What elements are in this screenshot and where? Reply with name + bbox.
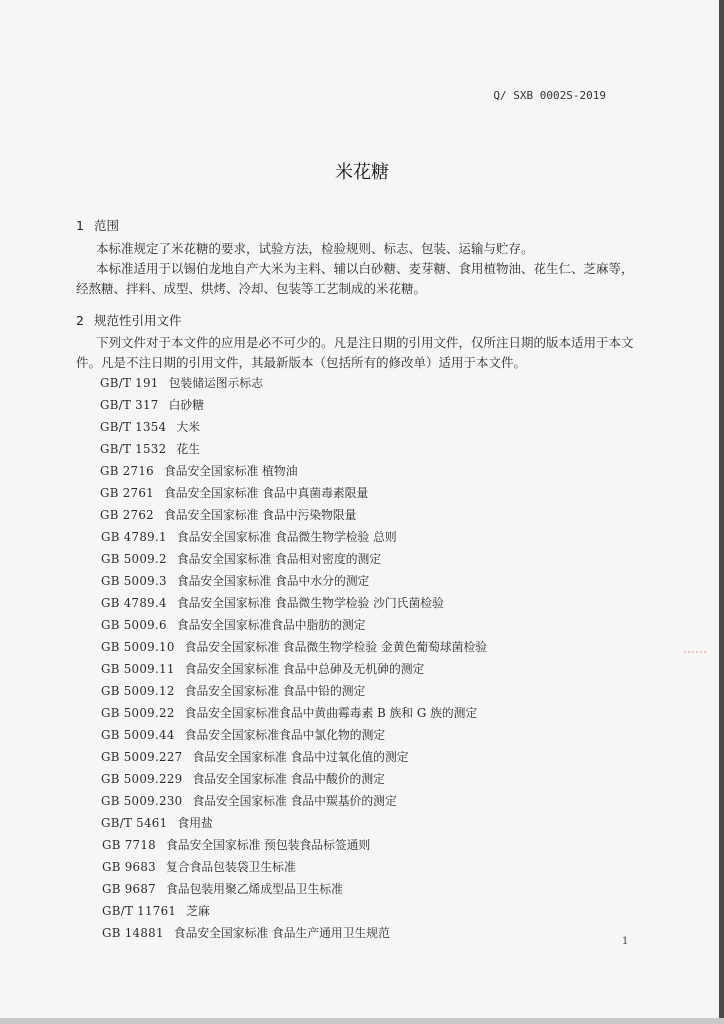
reference-code: GB 2761 bbox=[100, 486, 154, 500]
reference-code: GB/T 191 bbox=[100, 376, 159, 390]
reference-title: 食品安全国家标准 食品微生物学检验 金黄色葡萄球菌检验 bbox=[184, 640, 488, 654]
reference-item bbox=[101, 682, 365, 699]
reference-item bbox=[101, 528, 397, 545]
reference-code: GB 5009.44 bbox=[101, 728, 175, 742]
reference-item bbox=[101, 770, 385, 787]
scan-edge-bottom bbox=[0, 1018, 724, 1024]
reference-item bbox=[101, 792, 397, 809]
reference-title: 食用盐 bbox=[177, 816, 213, 830]
reference-title: 食品安全国家标准食品中氯化物的测定 bbox=[184, 728, 386, 742]
scan-edge-right bbox=[719, 0, 724, 1024]
reference-item bbox=[101, 748, 409, 765]
section-title: 规范性引用文件 bbox=[94, 313, 182, 328]
reference-code: GB 7718 bbox=[102, 838, 156, 852]
reference-code: GB 5009.229 bbox=[101, 772, 183, 786]
reference-item bbox=[101, 572, 369, 589]
reference-code: GB/T 11761 bbox=[102, 904, 177, 918]
section-number: 1 bbox=[76, 218, 84, 233]
reference-item bbox=[101, 594, 444, 611]
reference-code: GB 5009.230 bbox=[101, 794, 183, 808]
reference-code: GB 5009.3 bbox=[101, 574, 167, 588]
reference-code: GB/T 317 bbox=[100, 398, 159, 412]
reference-code: GB 5009.12 bbox=[101, 684, 175, 698]
reference-item bbox=[100, 440, 200, 457]
reference-item bbox=[101, 638, 487, 655]
paragraph-text: 本标准适用于以锡伯龙地自产大米为主料、辅以白砂糖、麦芽糖、食用植物油、花生仁、芝麻等，经熬糖、拌料、成型、烘烤、冷却、包装等工艺制成的米花糖。 bbox=[76, 261, 634, 296]
reference-item bbox=[100, 462, 298, 479]
paragraph-text: 本标准规定了米花糖的要求，试验方法，检验规则、标志、包装、运输与贮存。 bbox=[96, 241, 534, 256]
reference-title: 食品安全国家标准 食品微生物学检验 总则 bbox=[176, 530, 397, 544]
reference-title: 食品安全国家标准 食品中过氧化值的测定 bbox=[192, 750, 409, 764]
reference-item bbox=[101, 660, 424, 677]
reference-title: 食品安全国家标准食品中黄曲霉毒素 B 族和 G 族的测定 bbox=[184, 706, 478, 720]
reference-code: GB 14881 bbox=[102, 926, 164, 940]
reference-item bbox=[100, 374, 263, 391]
reference-title: 复合食品包装袋卫生标准 bbox=[165, 860, 296, 874]
reference-item bbox=[102, 858, 296, 875]
reference-title: 食品安全国家标准 植物油 bbox=[163, 464, 298, 478]
reference-item bbox=[101, 616, 366, 633]
reference-title: 食品安全国家标准 食品生产通用卫生规范 bbox=[173, 926, 390, 940]
reference-title: 食品安全国家标准 食品微生物学检验 沙门氏菌检验 bbox=[176, 596, 444, 610]
reference-item bbox=[100, 396, 204, 413]
reference-title: 食品安全国家标准 食品中污染物限量 bbox=[163, 508, 357, 522]
reference-title: 食品包装用聚乙烯成型品卫生标准 bbox=[165, 882, 343, 896]
reference-code: GB 5009.10 bbox=[101, 640, 175, 654]
reference-item bbox=[100, 506, 356, 523]
reference-item bbox=[102, 836, 370, 853]
reference-code: GB 2716 bbox=[100, 464, 154, 478]
reference-title: 食品安全国家标准 食品相对密度的测定 bbox=[176, 552, 382, 566]
paragraph bbox=[76, 333, 641, 373]
paragraph-text: 下列文件对于本文件的应用是必不可少的。凡是注日期的引用文件，仅所注日期的版本适用于本文件。凡是不注日期的引用文件，其最新版本（包括所有的修改单）适用于本文件。 bbox=[76, 335, 634, 370]
reference-code: GB 5009.6 bbox=[101, 618, 167, 632]
reference-code: GB 5009.11 bbox=[101, 662, 175, 676]
reference-title: 花生 bbox=[176, 442, 201, 456]
reference-code: GB 4789.1 bbox=[101, 530, 167, 544]
document-code: Q/ SXB 0002S-2019 bbox=[493, 89, 606, 102]
reference-title: 食品安全国家标准 预包装食品标签通则 bbox=[165, 838, 371, 852]
reference-item bbox=[102, 902, 210, 919]
reference-code: GB 5009.2 bbox=[101, 552, 167, 566]
reference-title: 大米 bbox=[176, 420, 201, 434]
reference-code: GB/T 1532 bbox=[100, 442, 167, 456]
reference-code: GB 2762 bbox=[100, 508, 154, 522]
section-heading-normative-references bbox=[76, 311, 182, 329]
section-title: 范围 bbox=[94, 218, 120, 233]
reference-code: GB 5009.22 bbox=[101, 706, 175, 720]
reference-title: 食品安全国家标准食品中脂肪的测定 bbox=[176, 618, 366, 632]
reference-item bbox=[101, 814, 213, 831]
reference-code: GB 5009.227 bbox=[101, 750, 183, 764]
reference-title: 包装储运图示标志 bbox=[168, 376, 263, 390]
reference-item bbox=[101, 726, 385, 743]
section-number: 2 bbox=[76, 313, 84, 328]
reference-title: 食品安全国家标准 食品中羰基价的测定 bbox=[192, 794, 397, 808]
reference-title: 食品安全国家标准 食品中铅的测定 bbox=[184, 684, 366, 698]
reference-title: 食品安全国家标准 食品中总砷及无机砷的测定 bbox=[184, 662, 425, 676]
scan-smudge bbox=[684, 650, 708, 654]
reference-title: 食品安全国家标准 食品中真菌毒素限量 bbox=[163, 486, 369, 500]
reference-item bbox=[101, 550, 381, 567]
reference-code: GB 9687 bbox=[102, 882, 156, 896]
section-heading-scope bbox=[76, 216, 119, 234]
page-number: 1 bbox=[622, 936, 629, 947]
reference-code: GB/T 5461 bbox=[101, 816, 168, 830]
paragraph bbox=[76, 239, 641, 259]
paragraph bbox=[76, 259, 641, 299]
reference-item bbox=[102, 880, 343, 897]
reference-code: GB 9683 bbox=[102, 860, 156, 874]
reference-title: 芝麻 bbox=[186, 904, 210, 918]
reference-item bbox=[101, 704, 477, 721]
reference-code: GB 4789.4 bbox=[101, 596, 167, 610]
reference-title: 食品安全国家标准 食品中酸价的测定 bbox=[192, 772, 385, 786]
reference-item bbox=[100, 484, 368, 501]
document-title: 米花糖 bbox=[335, 162, 389, 183]
reference-title: 食品安全国家标准 食品中水分的测定 bbox=[176, 574, 370, 588]
reference-item bbox=[100, 418, 200, 435]
reference-code: GB/T 1354 bbox=[100, 420, 167, 434]
reference-title: 白砂糖 bbox=[168, 398, 205, 412]
reference-item bbox=[102, 924, 390, 941]
